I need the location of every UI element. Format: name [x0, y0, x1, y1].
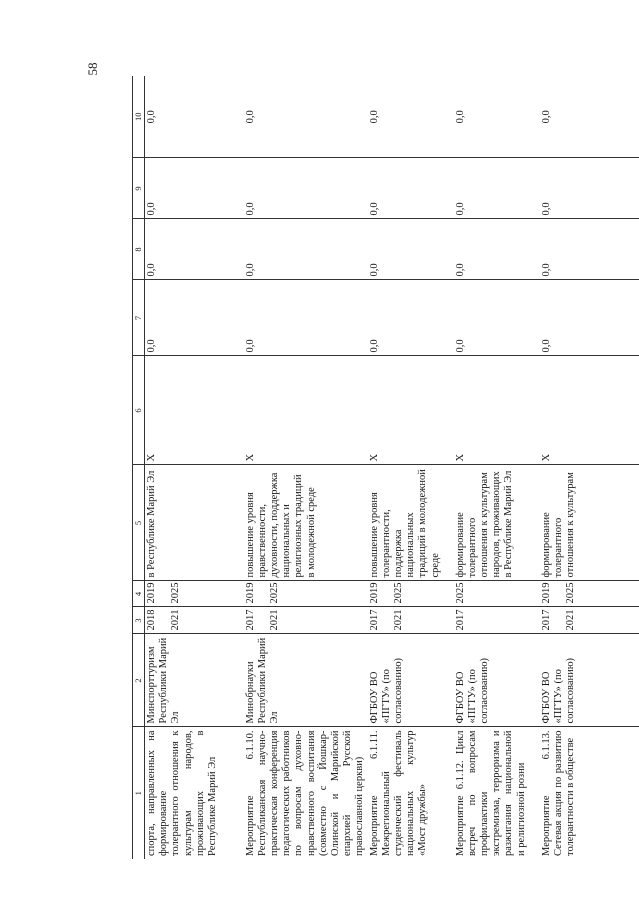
- column-header: 4: [133, 581, 145, 607]
- value-col7: 0,0: [540, 280, 639, 356]
- start-year-1: 2017: [540, 609, 552, 631]
- column-number-row: [133, 76, 145, 859]
- expected-result: формирование толерантного отношения к культурам: [540, 465, 639, 581]
- start-year-2: 2021: [170, 609, 182, 631]
- expected-result: в Республике Марий Эл: [145, 465, 244, 581]
- value-col8: 0,0: [145, 219, 244, 280]
- executor: ФГБОУ ВО «ПГТУ» (по согласованию): [540, 634, 639, 727]
- source-mark: X: [145, 356, 244, 465]
- start-year-1: 2017: [454, 609, 466, 631]
- value-col8: 0,0: [540, 219, 639, 280]
- end-year-1: 2019: [540, 582, 552, 604]
- table-row: [145, 76, 244, 859]
- start-year: [454, 607, 540, 634]
- start-year-2: 2021: [564, 609, 576, 631]
- value-col7: 0,0: [454, 280, 540, 356]
- value-col7: 0,0: [145, 280, 244, 356]
- value-col9: 0,0: [540, 158, 639, 219]
- end-year-2: 2025: [392, 582, 404, 604]
- end-year-1: 2019: [146, 582, 157, 604]
- activity-name: спорта, направленных на формирование толерантного отношения к культурам народов, проживающих в Республике Марий Эл: [146, 730, 219, 856]
- start-year-1: 2017: [244, 609, 256, 631]
- column-header: 8: [133, 219, 145, 280]
- start-year-1: 2017: [368, 609, 380, 631]
- start-year-2: 2021: [392, 609, 404, 631]
- value-col10: 0,0: [244, 76, 368, 158]
- value-col8: 0,0: [368, 219, 454, 280]
- activity-name: Мероприятие 6.1.12. Цикл встреч по вопросам профилактики экстремизма, терроризма и разжигания национальной и религиозной розни: [454, 730, 527, 856]
- column-header: 3: [133, 607, 145, 634]
- activity-name: Мероприятие 6.1.13. Сетевая акция по развитию толерантности в обществе: [540, 730, 576, 856]
- table-row: [454, 76, 540, 859]
- page-number: 58: [85, 62, 100, 76]
- start-year: [145, 607, 244, 634]
- column-header: 7: [133, 280, 145, 356]
- value-col10: 0,0: [368, 76, 454, 158]
- value-col9: 0,0: [454, 158, 540, 219]
- source-mark: X: [540, 356, 639, 465]
- value-col8: 0,0: [244, 219, 368, 280]
- source-mark: X: [368, 356, 454, 465]
- table-row: [368, 76, 454, 859]
- value-col10: 0,0: [540, 76, 639, 158]
- executor: ФГБОУ ВО «ПГТУ» (по согласованию): [368, 634, 454, 727]
- start-year: [540, 607, 639, 634]
- column-header: 9: [133, 158, 145, 219]
- value-col7: 0,0: [244, 280, 368, 356]
- value-col9: 0,0: [145, 158, 244, 219]
- end-year-2: 2025: [170, 582, 182, 604]
- value-col10: 0,0: [454, 76, 540, 158]
- column-header: 2: [133, 634, 145, 727]
- expected-result: повышение уровня толерантности, поддержка национальных традиций в молодежной среде: [368, 465, 454, 581]
- expected-result: повышение уровня нравственности, духовности, поддержка национальных и религиозных традиций в молодежной среде: [244, 465, 368, 581]
- column-header: 6: [133, 356, 145, 465]
- table-row: [244, 76, 368, 859]
- start-year-2: 2021: [268, 609, 280, 631]
- start-year: [244, 607, 368, 634]
- column-header: 5: [133, 465, 145, 581]
- end-year: [454, 581, 540, 607]
- end-year-1: 2025: [454, 582, 466, 604]
- rotated-page-content: [132, 76, 628, 859]
- value-col9: 0,0: [244, 158, 368, 219]
- table-row: [540, 76, 639, 859]
- column-header: 10: [133, 76, 145, 158]
- source-mark: X: [244, 356, 368, 465]
- activity-name: Мероприятие 6.1.11. Межрегиональный студенческий фестиваль национальных культур «Мост дружбы»: [368, 730, 429, 856]
- activity-name: Мероприятие 6.1.10. Республиканская научно-практическая конференция педагогических работников по вопросам духовно-нравственного воспитания (совместно с Йошкар-Олинской и Марийской епархией Русской православной церкви): [244, 730, 366, 856]
- executor: ФГБОУ ВО «ПГТУ» (по согласованию): [454, 634, 540, 727]
- start-year-1: 2018: [146, 609, 157, 631]
- end-year-1: 2019: [368, 582, 380, 604]
- end-year: [145, 581, 244, 607]
- end-year: [244, 581, 368, 607]
- column-header: 1: [133, 727, 145, 859]
- value-col9: 0,0: [368, 158, 454, 219]
- end-year: [540, 581, 639, 607]
- executor: Минобрнауки Республики Марий Эл: [244, 634, 368, 727]
- value-col10: 0,0: [145, 76, 244, 158]
- executor: Минспорттуризм Республики Марий Эл: [145, 634, 244, 727]
- expected-result: формирование толерантного отношения к культурам народов, проживающих в Республике Марий Эл: [454, 465, 540, 581]
- value-col8: 0,0: [454, 219, 540, 280]
- end-year-2: 2025: [564, 582, 576, 604]
- end-year-1: 2019: [244, 582, 256, 604]
- end-year-2: 2025: [268, 582, 280, 604]
- source-mark: X: [454, 356, 540, 465]
- program-table: [132, 76, 639, 859]
- value-col7: 0,0: [368, 280, 454, 356]
- end-year: [368, 581, 454, 607]
- start-year: [368, 607, 454, 634]
